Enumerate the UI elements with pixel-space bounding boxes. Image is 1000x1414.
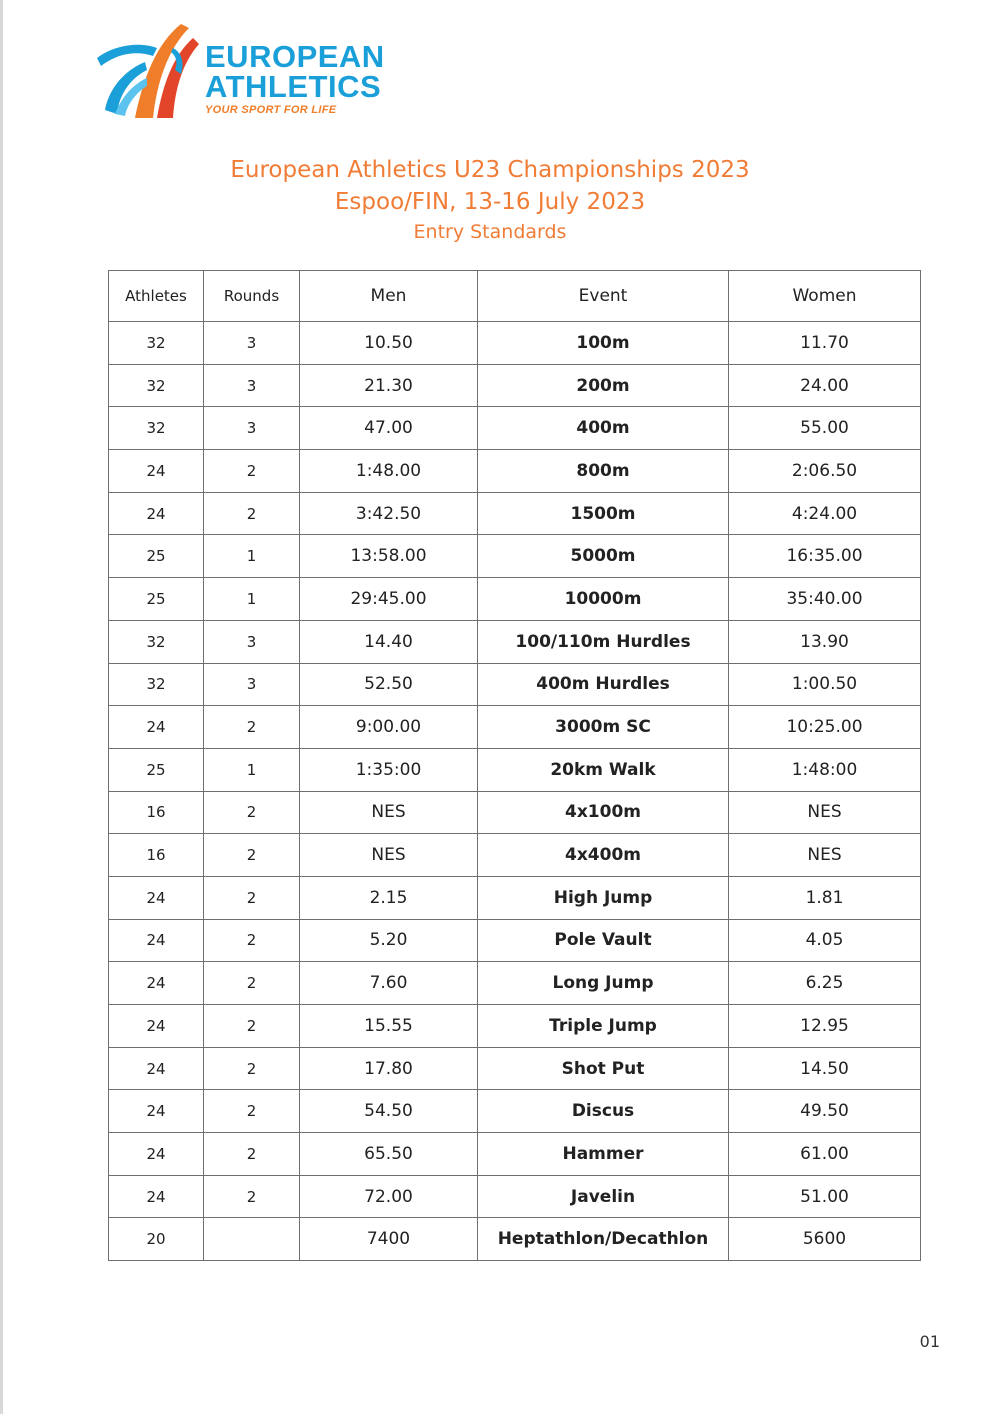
logo-tagline: YOUR SPORT FOR LIFE — [205, 104, 337, 116]
athletes-cell: 25 — [109, 578, 204, 621]
section-title: Entry Standards — [413, 221, 567, 243]
rounds-cell: 2 — [204, 876, 300, 919]
column-header-athletes: Athletes — [109, 271, 204, 322]
event-name-cell: 10000m — [478, 578, 729, 621]
athletes-cell: 24 — [109, 1175, 204, 1218]
rounds-cell: 1 — [204, 535, 300, 578]
rounds-cell: 2 — [204, 1175, 300, 1218]
table-row — [109, 364, 921, 407]
table-row — [109, 706, 921, 749]
table-row — [109, 407, 921, 450]
rounds-cell: 1 — [204, 578, 300, 621]
athletes-cell: 32 — [109, 407, 204, 450]
table-row — [109, 1005, 921, 1048]
women-standard-cell: 1.81 — [729, 876, 921, 919]
rounds-cell: 3 — [204, 663, 300, 706]
table-row — [109, 748, 921, 791]
event-name-cell: Javelin — [478, 1175, 729, 1218]
table-row — [109, 1218, 921, 1261]
men-standard-cell: 14.40 — [300, 620, 478, 663]
document-subtitle: Espoo/FIN, 13-16 July 2023 — [334, 189, 646, 215]
athletes-cell: 24 — [109, 919, 204, 962]
column-header-women: Women — [729, 271, 921, 322]
event-name-cell: Heptathlon/Decathlon — [478, 1218, 729, 1261]
women-standard-cell: 1:48:00 — [729, 748, 921, 791]
rounds-cell: 1 — [204, 748, 300, 791]
women-standard-cell: 4:24.00 — [729, 492, 921, 535]
event-name-cell: Pole Vault — [478, 919, 729, 962]
table-row — [109, 1090, 921, 1133]
table-row — [109, 450, 921, 493]
women-standard-cell: 12.95 — [729, 1005, 921, 1048]
rounds-cell: 2 — [204, 1090, 300, 1133]
table-row — [109, 1175, 921, 1218]
women-standard-cell: 14.50 — [729, 1047, 921, 1090]
document-header — [0, 154, 980, 246]
event-name-cell: Triple Jump — [478, 1005, 729, 1048]
women-standard-cell: 61.00 — [729, 1133, 921, 1176]
men-standard-cell: NES — [300, 791, 478, 834]
rounds-cell: 2 — [204, 919, 300, 962]
runner-swoosh-icon — [95, 18, 205, 123]
women-standard-cell: 1:00.50 — [729, 663, 921, 706]
men-standard-cell: 7400 — [300, 1218, 478, 1261]
event-name-cell: 4x100m — [478, 791, 729, 834]
women-standard-cell: 49.50 — [729, 1090, 921, 1133]
rounds-cell: 3 — [204, 322, 300, 365]
women-standard-cell: 11.70 — [729, 322, 921, 365]
men-standard-cell: 9:00.00 — [300, 706, 478, 749]
event-name-cell: 400m Hurdles — [478, 663, 729, 706]
table-header-row — [109, 271, 921, 322]
men-standard-cell: 17.80 — [300, 1047, 478, 1090]
entry-standards-table — [108, 270, 921, 1261]
men-standard-cell: 65.50 — [300, 1133, 478, 1176]
table-row — [109, 578, 921, 621]
men-standard-cell: 54.50 — [300, 1090, 478, 1133]
women-standard-cell: 24.00 — [729, 364, 921, 407]
event-name-cell: Hammer — [478, 1133, 729, 1176]
document-title: European Athletics U23 Championships 2023 — [230, 157, 750, 183]
men-standard-cell: 1:48.00 — [300, 450, 478, 493]
rounds-cell: 2 — [204, 962, 300, 1005]
rounds-cell: 2 — [204, 492, 300, 535]
rounds-cell: 2 — [204, 834, 300, 877]
athletes-cell: 24 — [109, 1047, 204, 1090]
event-name-cell: 400m — [478, 407, 729, 450]
athletes-cell: 20 — [109, 1218, 204, 1261]
event-name-cell: Discus — [478, 1090, 729, 1133]
event-name-cell: 20km Walk — [478, 748, 729, 791]
athletes-cell: 32 — [109, 322, 204, 365]
athletes-cell: 24 — [109, 1133, 204, 1176]
athletes-cell: 32 — [109, 620, 204, 663]
men-standard-cell: 7.60 — [300, 962, 478, 1005]
event-name-cell: Shot Put — [478, 1047, 729, 1090]
women-standard-cell: 51.00 — [729, 1175, 921, 1218]
event-name-cell: 5000m — [478, 535, 729, 578]
event-name-cell: 100m — [478, 322, 729, 365]
athletes-cell: 16 — [109, 791, 204, 834]
table-row — [109, 1133, 921, 1176]
women-standard-cell: 5600 — [729, 1218, 921, 1261]
women-standard-cell: 10:25.00 — [729, 706, 921, 749]
rounds-cell: 3 — [204, 620, 300, 663]
women-standard-cell: 35:40.00 — [729, 578, 921, 621]
table-row — [109, 322, 921, 365]
table-row — [109, 834, 921, 877]
event-name-cell: 1500m — [478, 492, 729, 535]
event-name-cell: 800m — [478, 450, 729, 493]
women-standard-cell: 2:06.50 — [729, 450, 921, 493]
rounds-cell: 2 — [204, 1005, 300, 1048]
rounds-cell: 3 — [204, 407, 300, 450]
athletes-cell: 32 — [109, 364, 204, 407]
table-row — [109, 620, 921, 663]
women-standard-cell: 16:35.00 — [729, 535, 921, 578]
women-standard-cell: 13.90 — [729, 620, 921, 663]
logo-wordmark-line1: EUROPEAN — [205, 39, 385, 74]
page-number: 01 — [919, 1332, 940, 1351]
women-standard-cell: 55.00 — [729, 407, 921, 450]
rounds-cell: 2 — [204, 791, 300, 834]
men-standard-cell: 52.50 — [300, 663, 478, 706]
men-standard-cell: 3:42.50 — [300, 492, 478, 535]
athletes-cell: 24 — [109, 492, 204, 535]
women-standard-cell: 6.25 — [729, 962, 921, 1005]
rounds-cell — [204, 1218, 300, 1261]
table-row — [109, 876, 921, 919]
event-name-cell: 3000m SC — [478, 706, 729, 749]
table-row — [109, 791, 921, 834]
rounds-cell: 2 — [204, 1133, 300, 1176]
men-standard-cell: NES — [300, 834, 478, 877]
men-standard-cell: 15.55 — [300, 1005, 478, 1048]
women-standard-cell: NES — [729, 834, 921, 877]
athletes-cell: 24 — [109, 1005, 204, 1048]
athletes-cell: 25 — [109, 535, 204, 578]
women-standard-cell: 4.05 — [729, 919, 921, 962]
column-header-rounds: Rounds — [204, 271, 300, 322]
athletes-cell: 24 — [109, 962, 204, 1005]
event-name-cell: Long Jump — [478, 962, 729, 1005]
european-athletics-logo — [95, 18, 385, 128]
men-standard-cell: 10.50 — [300, 322, 478, 365]
rounds-cell: 2 — [204, 450, 300, 493]
table-body — [109, 322, 921, 1261]
event-name-cell: High Jump — [478, 876, 729, 919]
men-standard-cell: 47.00 — [300, 407, 478, 450]
column-header-event: Event — [478, 271, 729, 322]
men-standard-cell: 1:35:00 — [300, 748, 478, 791]
athletes-cell: 16 — [109, 834, 204, 877]
men-standard-cell: 72.00 — [300, 1175, 478, 1218]
athletes-cell: 24 — [109, 1090, 204, 1133]
table-row — [109, 919, 921, 962]
men-standard-cell: 2.15 — [300, 876, 478, 919]
athletes-cell: 24 — [109, 876, 204, 919]
athletes-cell: 24 — [109, 450, 204, 493]
table-row — [109, 492, 921, 535]
athletes-cell: 25 — [109, 748, 204, 791]
event-name-cell: 100/110m Hurdles — [478, 620, 729, 663]
women-standard-cell: NES — [729, 791, 921, 834]
table-row — [109, 663, 921, 706]
rounds-cell: 3 — [204, 364, 300, 407]
athletes-cell: 32 — [109, 663, 204, 706]
column-header-men: Men — [300, 271, 478, 322]
logo-wordmark-line2: ATHLETICS — [205, 69, 382, 104]
men-standard-cell: 5.20 — [300, 919, 478, 962]
event-name-cell: 4x400m — [478, 834, 729, 877]
table-row — [109, 1047, 921, 1090]
athletes-cell: 24 — [109, 706, 204, 749]
men-standard-cell: 13:58.00 — [300, 535, 478, 578]
rounds-cell: 2 — [204, 706, 300, 749]
table-row — [109, 535, 921, 578]
men-standard-cell: 21.30 — [300, 364, 478, 407]
event-name-cell: 200m — [478, 364, 729, 407]
rounds-cell: 2 — [204, 1047, 300, 1090]
table-row — [109, 962, 921, 1005]
men-standard-cell: 29:45.00 — [300, 578, 478, 621]
